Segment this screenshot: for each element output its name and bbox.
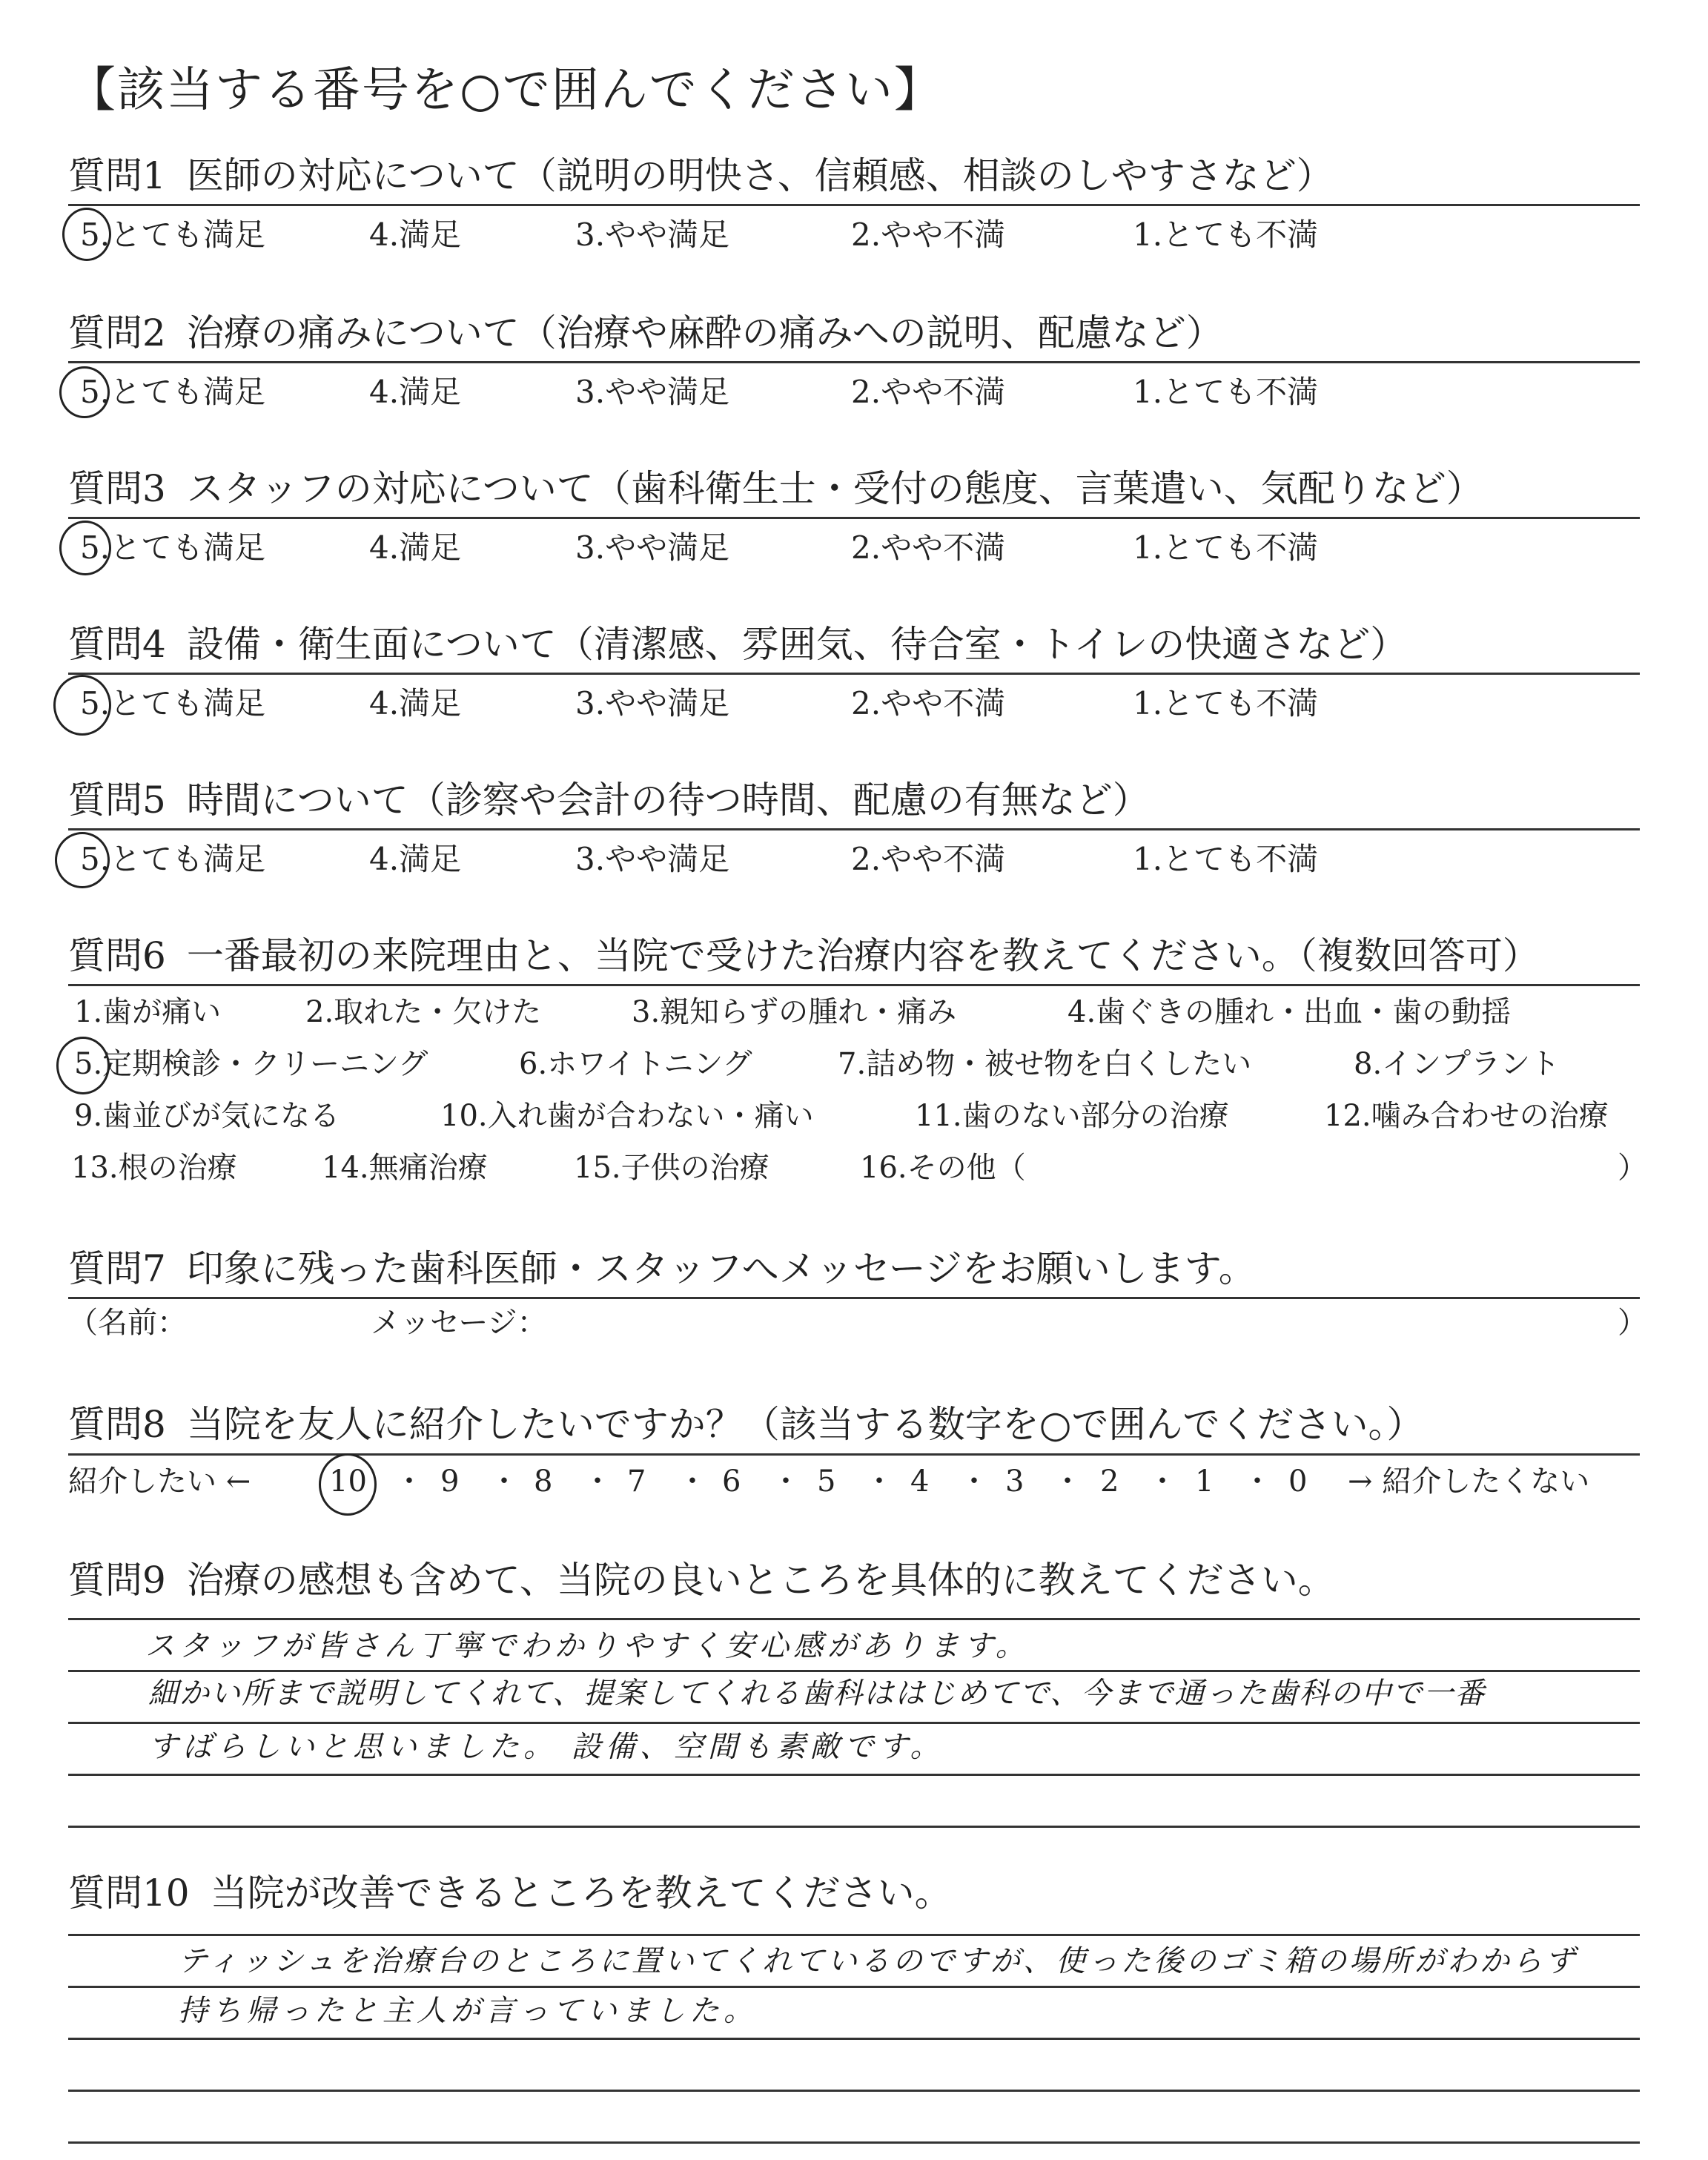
question-5	[68, 779, 1640, 822]
option-4[interactable]: 4.満足	[369, 529, 462, 566]
option-1[interactable]: 1.とても不満	[1133, 841, 1319, 877]
selection-circle	[319, 1453, 377, 1516]
question-text: スタッフの対応について（歯科衛生士・受付の態度、言葉遣い、気配りなど）	[186, 467, 1483, 510]
choice-9[interactable]: 9.歯並びが気になる	[74, 1099, 340, 1133]
option-3[interactable]: 3.やや満足	[575, 217, 730, 253]
divider	[68, 1453, 1640, 1456]
choice-12[interactable]: 12.噛み合わせの治療	[1324, 1099, 1609, 1133]
score-10[interactable]: 10	[329, 1464, 367, 1499]
selection-circle	[55, 832, 110, 888]
question-text: 医師の対応について（説明の明快さ、信頼感、相談のしやすさなど）	[186, 154, 1334, 197]
page-heading: 【該当する番号を○で囲んでください】	[68, 63, 943, 118]
choice-10[interactable]: 10.入れ歯が合わない・痛い	[440, 1099, 814, 1133]
dot: ・	[1242, 1464, 1272, 1499]
question-10	[68, 1872, 1640, 1915]
divider	[68, 828, 1640, 830]
divider	[68, 984, 1640, 986]
question-number: 質問4	[68, 623, 166, 666]
choice-4[interactable]: 4.歯ぐきの腫れ・出血・歯の動揺	[1068, 995, 1512, 1029]
question-2	[68, 311, 1640, 354]
score-4[interactable]: 4	[910, 1464, 930, 1499]
question-6	[68, 934, 1640, 977]
question-4	[68, 623, 1640, 666]
selection-circle	[53, 675, 111, 736]
answer-line	[68, 1670, 1640, 1672]
choice-11[interactable]: 11.歯のない部分の治療	[915, 1099, 1229, 1133]
option-5[interactable]: 5.とても満足	[80, 685, 266, 721]
dot: ・	[771, 1464, 801, 1499]
question-text: 治療の感想も含めて、当院の良いところを具体的に教えてください。	[186, 1559, 1335, 1602]
choice-5[interactable]: 5.定期検診・クリーニング	[74, 1047, 428, 1081]
choice-3[interactable]: 3.親知らずの腫れ・痛み	[632, 995, 957, 1029]
divider	[68, 517, 1640, 519]
option-3[interactable]: 3.やや満足	[575, 685, 730, 721]
rating-options-q1	[80, 219, 1637, 257]
choice-16[interactable]: 16.その他（	[860, 1151, 1026, 1185]
question-number: 質問5	[68, 779, 166, 822]
option-4[interactable]: 4.満足	[369, 685, 462, 721]
question-text: 設備・衛生面について（清潔感、雰囲気、待合室・トイレの快適さなど）	[186, 623, 1408, 666]
handwritten-answer: 細かい所まで説明してくれて、提案してくれる歯科ははじめてで、今まで通った歯科の中で一番	[148, 1677, 1486, 1711]
divider	[68, 673, 1640, 675]
question-1	[68, 154, 1640, 197]
question-text: 印象に残った歯科医師・スタッフへメッセージをお願いします。	[186, 1247, 1256, 1290]
answer-line	[68, 2090, 1640, 2092]
answer-line	[68, 1722, 1640, 1724]
score-9[interactable]: 9	[440, 1464, 460, 1499]
option-4[interactable]: 4.満足	[369, 374, 462, 410]
selection-circle	[56, 1037, 110, 1094]
dot: ・	[394, 1464, 424, 1499]
option-3[interactable]: 3.やや満足	[575, 529, 730, 566]
question-number: 質問2	[68, 311, 166, 354]
choice-2[interactable]: 2.取れた・欠けた	[305, 995, 542, 1029]
question-8	[68, 1403, 1640, 1446]
dot: ・	[1053, 1464, 1082, 1499]
question-number: 質問9	[68, 1559, 166, 1602]
option-1[interactable]: 1.とても不満	[1133, 529, 1319, 566]
dot: ・	[1148, 1464, 1177, 1499]
dot: ・	[959, 1464, 989, 1499]
score-3[interactable]: 3	[1005, 1464, 1025, 1499]
divider	[68, 204, 1640, 206]
answer-line	[68, 1774, 1640, 1776]
score-2[interactable]: 2	[1100, 1464, 1119, 1499]
rating-options-q5	[80, 841, 1637, 881]
choice-8[interactable]: 8.インプラント	[1354, 1047, 1560, 1081]
score-6[interactable]: 6	[722, 1464, 741, 1499]
divider	[68, 361, 1640, 363]
score-8[interactable]: 8	[534, 1464, 553, 1499]
selection-circle	[62, 208, 111, 261]
score-1[interactable]: 1	[1195, 1464, 1214, 1499]
question-number: 質問8	[68, 1403, 166, 1446]
score-0[interactable]: 0	[1288, 1464, 1308, 1499]
answer-line	[68, 2038, 1640, 2040]
option-3[interactable]: 3.やや満足	[575, 841, 730, 877]
option-5[interactable]: 5.とても満足	[80, 529, 266, 566]
answer-line	[68, 1618, 1640, 1620]
option-1[interactable]: 1.とても不満	[1133, 685, 1319, 721]
dot: ・	[864, 1464, 894, 1499]
handwritten-answer: ティッシュを治療台のところに置いてくれているのですが、使った後のゴミ箱の場所がわからず	[178, 1944, 1578, 1978]
answer-line	[68, 2141, 1640, 2144]
handwritten-answer: 持ち帰ったと主人が言っていました。	[178, 1994, 758, 2028]
option-2[interactable]: 2.やや不満	[851, 841, 1006, 877]
question-number: 質問1	[68, 154, 166, 197]
option-3[interactable]: 3.やや満足	[575, 374, 730, 410]
answer-line	[68, 1986, 1640, 1988]
option-2[interactable]: 2.やや不満	[851, 217, 1006, 253]
handwritten-answer: スタッフが皆さん丁寧でわかりやすく安心感があります。	[145, 1629, 1030, 1663]
option-2[interactable]: 2.やや不満	[851, 529, 1006, 566]
option-4[interactable]: 4.満足	[369, 841, 462, 877]
question-number: 質問6	[68, 934, 166, 977]
score-5[interactable]: 5	[817, 1464, 836, 1499]
dot: ・	[678, 1464, 707, 1499]
option-1[interactable]: 1.とても不満	[1133, 217, 1319, 253]
option-4[interactable]: 4.満足	[369, 217, 462, 253]
close-paren: ）	[1618, 1306, 1647, 1340]
dot: ・	[489, 1464, 519, 1499]
question-7	[68, 1247, 1640, 1290]
choice-6[interactable]: 6.ホワイトニング	[519, 1047, 752, 1081]
option-5[interactable]: 5.とても満足	[80, 374, 266, 410]
selection-circle	[59, 521, 111, 575]
choice-15[interactable]: 15.子供の治療	[574, 1151, 769, 1185]
question-number: 質問3	[68, 467, 166, 510]
option-2[interactable]: 2.やや不満	[851, 374, 1006, 410]
rating-options-q2	[80, 374, 1637, 414]
recommend-right-label: → 紹介したくない	[1348, 1464, 1590, 1499]
close-paren: ）	[1618, 1151, 1647, 1185]
name-field-label[interactable]: （名前：	[68, 1306, 187, 1340]
recommend-left-label: 紹介したい ←	[68, 1464, 251, 1499]
option-5[interactable]: 5.とても満足	[80, 217, 266, 253]
question-text: 一番最初の来院理由と、当院で受けた治療内容を教えてください。（複数回答可）	[186, 934, 1540, 977]
choice-1[interactable]: 1.歯が痛い	[74, 995, 222, 1029]
handwritten-answer: すばらしいと思いました。 設備、空間も素敵です。	[148, 1730, 944, 1764]
dot: ・	[583, 1464, 612, 1499]
option-1[interactable]: 1.とても不満	[1133, 374, 1319, 410]
rating-options-q3	[80, 529, 1637, 569]
answer-line	[68, 1826, 1640, 1828]
question-text: 時間について（診察や会計の待つ時間、配慮の有無など）	[186, 779, 1150, 822]
option-5[interactable]: 5.とても満足	[80, 841, 266, 877]
question-text: 治療の痛みについて（治療や麻酔の痛みへの説明、配慮など）	[186, 311, 1223, 354]
option-2[interactable]: 2.やや不満	[851, 685, 1006, 721]
score-7[interactable]: 7	[627, 1464, 646, 1499]
question-text: 当院を友人に紹介したいですか？（該当する数字を○で囲んでください。）	[186, 1403, 1424, 1446]
selection-circle	[59, 366, 110, 418]
question-number: 質問10	[68, 1872, 190, 1915]
question-9	[68, 1559, 1640, 1602]
rating-options-q4	[80, 685, 1637, 725]
choice-14[interactable]: 14.無痛治療	[322, 1151, 488, 1185]
message-field-label[interactable]: メッセージ：	[371, 1306, 547, 1340]
answer-line	[68, 1934, 1640, 1936]
choice-13[interactable]: 13.根の治療	[71, 1151, 237, 1185]
divider	[68, 1297, 1640, 1299]
question-3	[68, 467, 1640, 510]
choice-7[interactable]: 7.詰め物・被せ物を白くしたい	[838, 1047, 1252, 1081]
question-text: 当院が改善できるところを教えてください。	[210, 1872, 952, 1915]
question-number: 質問7	[68, 1247, 166, 1290]
